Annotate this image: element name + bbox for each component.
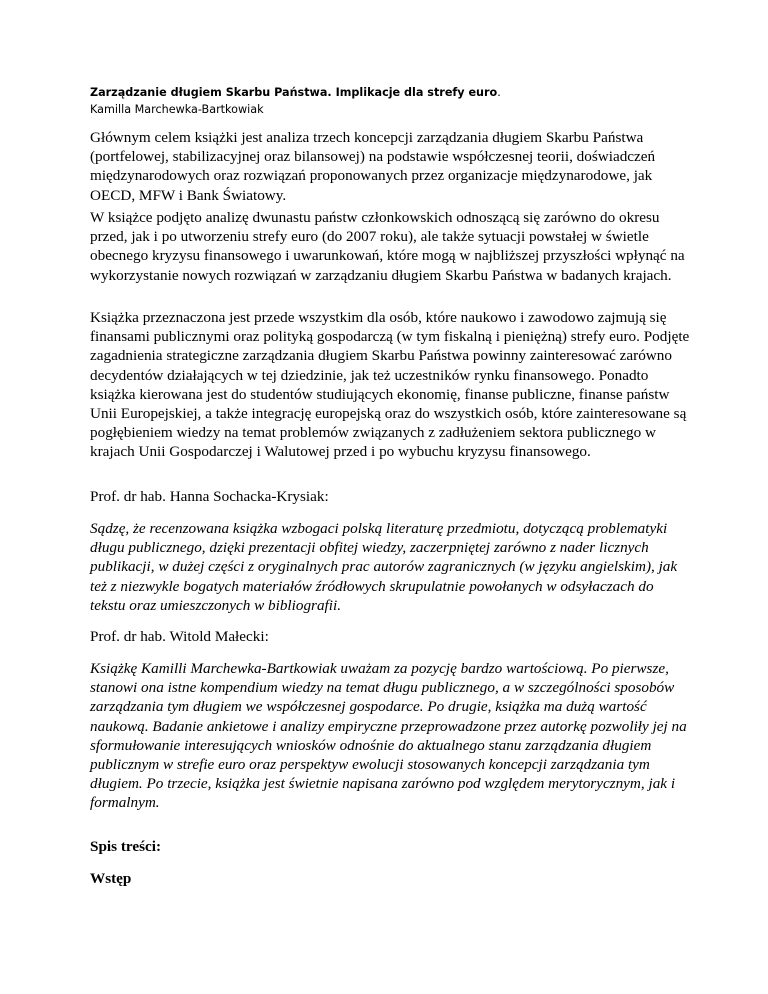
book-author: Kamilla Marchewka-Bartkowiak [90, 103, 264, 116]
document-header [90, 84, 501, 118]
book-title-line [90, 84, 501, 101]
review-quote-1: Sądzę, że recenzowana książka wzbogaci polską literaturę przedmiotu, dotyczącą problematyki długu publicznego, dzięki prezentacji obfitej wiedzy, zaczerpniętej zarówno z nader licznych publikacji, w dużej części z oryginalnych prac autorów zagranicznych (w języku angielskim), jak też z niezwykle bogatych materiałów źródłowych skrupulatnie powołanych w odsyłaczach do tekstu oraz umieszczonych w bibliografii. [90, 520, 678, 614]
paragraph-scope: W książce podjęto analizę dwunastu państw członkowskich odnoszącą się zarówno do okresu przed, jak i po utworzeniu strefy euro (do 2007 roku), ale także sytuacji powstałej w świetle obecnego kryzysu finansowego i uwarunkowań, które mogą w najbliższej przyszłości wpłynąć na wykorzystanie nowych rozwiązań w zarządzaniu długiem Skarbu Państwa w badanych krajach. [90, 209, 685, 284]
book-title-period: . [497, 86, 501, 99]
toc-heading: Spis treści: [90, 838, 162, 855]
review-quote-2: Książkę Kamilli Marchewka-Bartkowiak uważam za pozycję bardzo wartościową. Po pierwsze, stanowi ona istne kompendium wiedzy na temat długu publicznego, a w szczególności sposobów zarządzania tym długiem we współczesnej gospodarce. Po drugie, książka ma dużą wartość naukową. Badanie ankietowe i analizy empiryczne przeprowadzone przez autorkę pozwoliły jej na sformułowanie interesujących wniosków odnośnie do aktualnego stanu zarządzania długiem publicznym w strefie euro oraz perspektyw ewolucji stosowanych koncepcji zarządzania tym długiem. Po trzecie, książka jest świetnie napisana zarówno pod względem merytorycznym, jak i formalnym. [90, 660, 687, 812]
book-title: Zarządzanie długiem Skarbu Państwa. Implikacje dla strefy euro [90, 86, 498, 99]
paragraph-main-goal: Głównym celem książki jest analiza trzech koncepcji zarządzania długiem Skarbu Państwa (portfelowej, stabilizacyjnej oraz bilansowej) na podstawie współczesnej teorii, doświadczeń międzynarodowych oraz rozwiązań proponowanych przez organizacje międzynarodowe, jak OECD, MFW i Bank Światowy. [90, 129, 656, 204]
reviewer-name-1: Prof. dr hab. Hanna Sochacka-Krysiak: [90, 488, 329, 505]
paragraph-audience: Książka przeznaczona jest przede wszystkim dla osób, które naukowo i zawodowo zajmują się finansami publicznymi oraz polityką gospodarczą (w tym fiskalną i pieniężną) strefy euro. Podjęte zagadnienia strategiczne zarządzania długiem Skarbu Państwa powinny zainteresować zarówno decydentów działających w tej dziedzinie, jak też uczestników rynku finansowego. Ponadto książka kierowana jest do studentów studiujących ekonomię, finanse publiczne, finanse państw Unii Europejskiej, a także integrację europejską oraz do wszystkich osób, które zainteresowane są pogłębieniem wiedzy na temat problemów związanych z zadłużeniem sektora publicznego w krajach Unii Gospodarczej i Walutowej przed i po wybuchu kryzysu finansowego. [90, 309, 690, 461]
reviewer-name-2: Prof. dr hab. Witold Małecki: [90, 628, 269, 645]
toc-item-intro: Wstęp [90, 870, 132, 887]
